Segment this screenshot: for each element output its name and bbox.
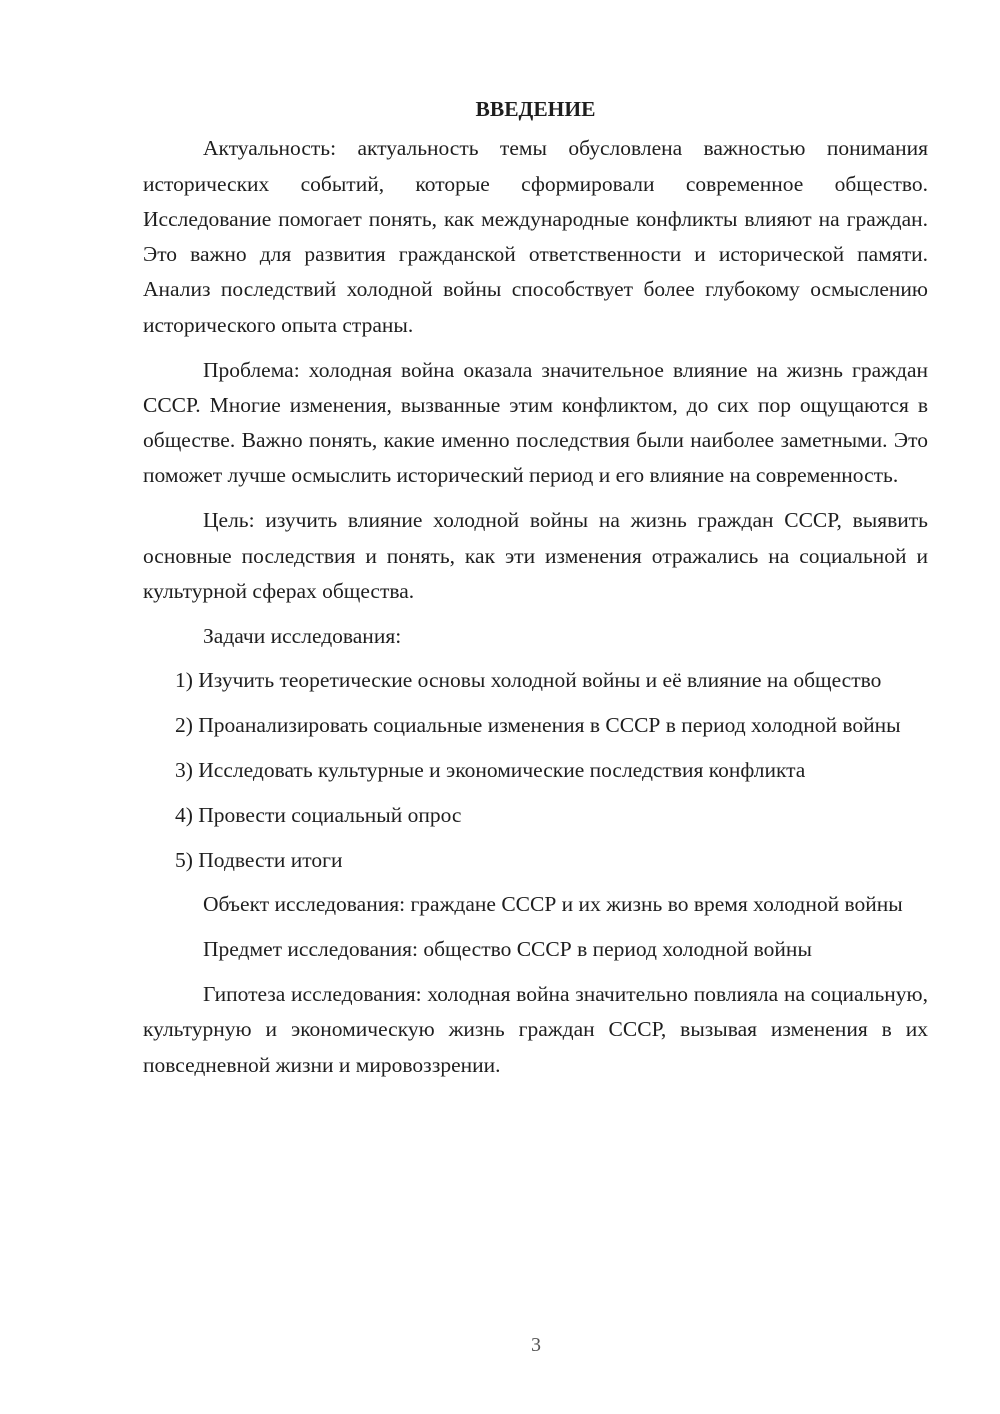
task-item-2: 2) Проанализировать социальные изменения в СССР в период холодной войны	[175, 713, 901, 738]
paragraph-object: Объект исследования: граждане СССР и их жизнь во время холодной войны	[203, 892, 903, 917]
task-item-4: 4) Провести социальный опрос	[175, 802, 462, 827]
page-number: 3	[531, 1334, 541, 1356]
paragraph-problem: Проблема: холодная война оказала значительное влияние на жизнь граждан СССР. Многие изменения, вызванные этим конфликтом, до сих пор ощущаются в обществе. Важно понять, какие именно последствия были наиболее заметными. Это поможет лучше осмыслить исторический период и его влияние на современность.	[143, 357, 928, 488]
section-title: ВВЕДЕНИЕ	[475, 97, 596, 121]
document-page	[143, 92, 928, 1092]
task-item-1: 1) Изучить теоретические основы холодной войны и её влияние на общество	[175, 668, 882, 693]
task-item-3: 3) Исследовать культурные и экономические последствия конфликта	[175, 758, 806, 783]
task-item-5: 5) Подвести итоги	[175, 847, 343, 872]
paragraph-tasks-heading: Задачи исследования:	[203, 623, 402, 648]
paragraph-goal: Цель: изучить влияние холодной войны на жизнь граждан СССР, выявить основные последствия и понять, как эти изменения отражались на социальной и культурной сферах общества.	[143, 508, 928, 603]
paragraph-hypothesis: Гипотеза исследования: холодная война значительно повлияла на социальную, культурную и экономическую жизнь граждан СССР, вызывая изменения в их повседневной жизни и мировоззрении.	[143, 982, 928, 1077]
paragraph-relevance: Актуальность: актуальность темы обусловлена важностью понимания исторических событий, которые сформировали современное общество. Исследование помогает понять, как международные конфликты влияют на граждан. Это важно для развития гражданской ответственности и исторической памяти. Анализ последствий холодной войны способствует более глубокому осмыслению исторического опыта страны.	[143, 136, 928, 337]
paragraph-subject: Предмет исследования: общество СССР в период холодной войны	[203, 937, 812, 962]
